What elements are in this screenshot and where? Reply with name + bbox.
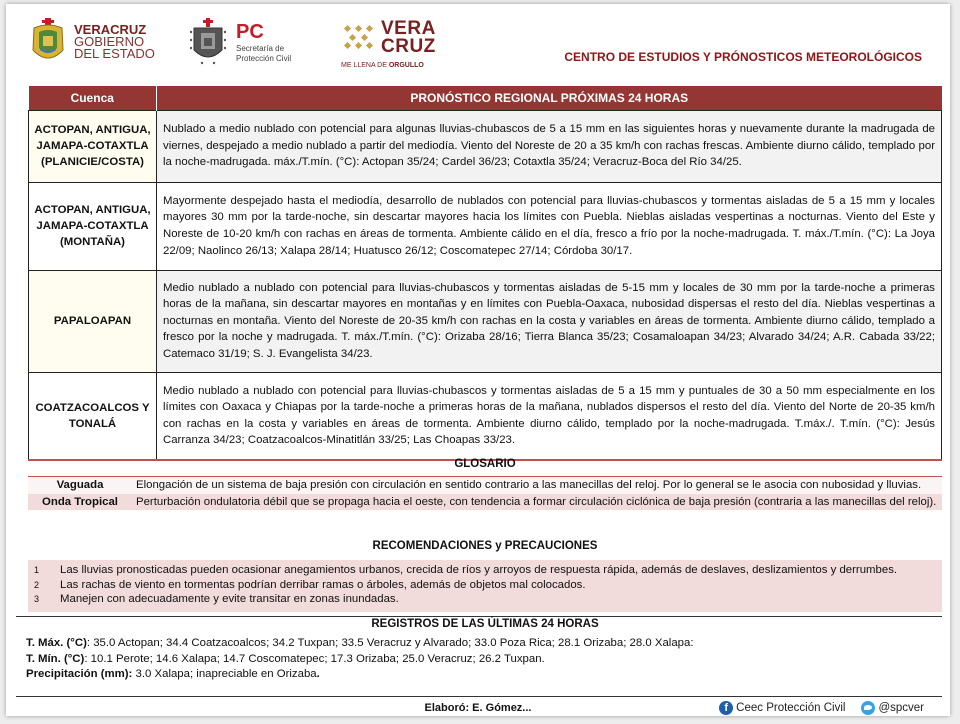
forecast-text: Mayormente despejado hasta el mediodía, desarrollo de nublados con potencial para lluvias-chubascos y tormentas aisladas de 5 a 15 mm y locales mayores 30 mm por la tarde-noche, sin descartar mayores hacia los límites con Puebla. Nieblas aisladas vespertinas a nocturnas. Viento del Este y Noreste de 10-20 km/h con rachas en áreas de tormenta. Ambiente cálido en el día, fresco a frío por la noche-madrugada. T. máx./T.mín. (°C): La Joya 22/09; Naolinco 26/13; Xalapa 28/14; Huatusco 26/12; Coscomatepec 27/14; Córdoba 30/17. bbox=[157, 182, 942, 270]
twitter-link[interactable]: @spcver bbox=[861, 701, 924, 715]
glossary-item bbox=[28, 477, 942, 494]
records-block bbox=[26, 636, 942, 683]
author-credit: Elaboró: E. Gómez... bbox=[424, 702, 532, 714]
section-divider bbox=[16, 616, 942, 617]
recommendations-list bbox=[28, 560, 942, 612]
forecast-text: Nublado a medio nublado con potencial para algunas lluvias-chubascos de 5 a 15 mm en las siguientes horas y nuevamente durante la madrugada de viernes, despejado a medio nublado a partir del mediodía. Viento del Noreste de 20 a 35 km/h con rachas frescas. Ambiente diurno cálido, templado por la noche-madrugada. máx./T.mín. (°C): Actopan 35/24; Cardel 36/23; Cotaxtla 35/24; Veracruz-Boca del Río 34/25. bbox=[157, 110, 942, 182]
pattern-motif-icon bbox=[341, 22, 377, 52]
basin-name: ACTOPAN, ANTIGUA, JAMAPA-COTAXTLA (PLANICIE/COSTA) bbox=[29, 110, 157, 182]
glossary-definition: Elongación de un sistema de baja presión con circulación en sentido contrario a las manecillas del reloj. Por lo general se le asocia con nubosidad y lluvias. bbox=[136, 479, 922, 491]
veracruz-gobierno-text: VERACRUZ GOBIERNO DEL ESTADO bbox=[74, 22, 155, 61]
forecast-table bbox=[28, 86, 942, 461]
recommendation-text: Manejen con adecuadamente y evite transitar en zonas inundadas. bbox=[60, 593, 399, 605]
veracruz-coat-of-arms-icon bbox=[30, 18, 66, 66]
recommendation-item bbox=[28, 563, 942, 578]
veracruz-gobierno-logo bbox=[28, 18, 188, 74]
glossary bbox=[28, 476, 942, 510]
twitter-icon bbox=[861, 701, 875, 715]
veracruz-orgullo-logo bbox=[341, 18, 461, 78]
proteccion-civil-shield-icon bbox=[190, 18, 226, 66]
page-title: CENTRO DE ESTUDIOS Y PRÓNOSTICOS METEOROLÓGICOS bbox=[564, 50, 922, 64]
proteccion-civil-logo bbox=[188, 18, 348, 74]
table-row bbox=[29, 110, 942, 182]
table-row bbox=[29, 372, 942, 460]
glossary-item bbox=[28, 494, 942, 511]
recommendation-text: Las lluvias pronosticadas pueden ocasionar anegamientos urbanos, crecida de ríos y arroyos de respuesta rápida, además de deslaves, deslizamientos y derrumbes. bbox=[60, 564, 898, 576]
glossary-term: Onda Tropical bbox=[42, 495, 118, 508]
basin-name: COATZACOALCOS Y TONALÁ bbox=[29, 372, 157, 460]
recommendation-number: 2 bbox=[34, 579, 40, 590]
basin-name: ACTOPAN, ANTIGUA, JAMAPA-COTAXTLA (MONTAÑA) bbox=[29, 182, 157, 270]
bulletin-page bbox=[6, 4, 950, 716]
facebook-icon: f bbox=[719, 701, 733, 715]
recommendation-item bbox=[28, 578, 942, 593]
pc-subtitle: Secretaría de Protección Civil bbox=[236, 44, 292, 63]
recommendation-item bbox=[28, 592, 942, 607]
forecast-text: Medio nublado a nublado con potencial para lluvias-chubascos y tormentas aisladas de 5 a 15 mm y puntuales de 30 a 50 mm especialmente en los límites con Oaxaca y Chiapas por la tarde-noche a primeras horas de la mañana, nublados dispersos el resto del día. Viento del Norte de 20-35 km/h con rachas en la costa y variables en áreas de tormenta. Ambiente diurno cálido, templado por la noche-madrugada. T.máx./. T.mín. (°C): Jesús Carranza 34/23; Coatzacoalcos-Minatitlán 33/25; Las Choapas 33/23. bbox=[157, 372, 942, 460]
glossary-term: Vaguada bbox=[56, 479, 104, 491]
glossary-definition: Perturbación ondulatoria débil que se propaga hacia el oeste, con tendencia a formar circulación ciclónica de baja presión (contraria a las manecillas del reloj). bbox=[136, 495, 937, 508]
forecast-text: Medio nublado a nublado con potencial para lluvias-chubascos y tormentas aisladas de 5-15 mm y locales de 30 mm por la tarde-noche a primeras horas de la mañana, sin descartar mayores en montañas y en límites con Puebla-Oaxaca, nubosidad dispersas el resto del día. Nieblas vespertinas a nocturnas en montaña. Viento del Noreste de 20-35 km/h con rachas en la costa y variables en áreas de tormenta. Ambiente diurno cálido, templado a fresco por la noche y madrugada. T. máx./T.mín. (°C): Orizaba 28/16; Tierra Blanca 35/23; Cosamaloapan 34/23; Alvarado 34/24; A.R. Cabada 33/22; Catemaco 31/19; S. J. Evangelista 34/23. bbox=[157, 270, 942, 372]
recommendations-title: RECOMENDACIONES y PRECAUCIONES bbox=[372, 540, 598, 552]
social-links bbox=[709, 701, 924, 715]
forecast-header-row bbox=[29, 86, 942, 110]
footer-divider bbox=[16, 696, 942, 697]
records-title: REGISTROS DE LAS ÚLTIMAS 24 HORAS bbox=[371, 618, 599, 630]
column-header-basin: Cuenca bbox=[29, 86, 157, 110]
vera-cruz-wordmark: VERA CRUZ bbox=[381, 18, 436, 57]
recommendation-number: 3 bbox=[34, 594, 40, 604]
tmax-record: T. Máx. (°C): 35.0 Actopan; 34.4 Coatzacoalcos; 34.2 Tuxpan; 33.5 Veracruz y Alvarado; 33.0 Poza Rica; 28.1 Orizaba; 28.0 Xalapa: bbox=[26, 637, 694, 649]
table-row bbox=[29, 182, 942, 270]
table-row bbox=[29, 270, 942, 372]
precipitation-record: Precipitación (mm): 3.0 Xalapa; inapreciable en Orizaba. bbox=[26, 668, 320, 680]
recommendation-number: 1 bbox=[34, 565, 40, 575]
tmin-record: T. Mín. (°C): 10.1 Perote; 14.6 Xalapa; 14.7 Coscomatepec; 17.3 Orizaba; 25.0 Veracruz; 26.2 Tuxpan. bbox=[26, 652, 545, 665]
column-header-forecast: PRONÓSTICO REGIONAL PRÓXIMAS 24 HORAS bbox=[157, 86, 942, 110]
orgullo-tagline: ME LLENA DE ORGULLO bbox=[341, 62, 424, 69]
basin-name: PAPALOAPAN bbox=[29, 270, 157, 372]
facebook-link[interactable]: f Ceec Protección Civil bbox=[719, 701, 845, 715]
recommendation-text: Las rachas de viento en tormentas podrían derribar ramas o árboles, además de objetos mal colocados. bbox=[60, 578, 586, 591]
glossary-title: GLOSARIO bbox=[454, 458, 516, 470]
pc-acronym: PC bbox=[236, 21, 264, 43]
